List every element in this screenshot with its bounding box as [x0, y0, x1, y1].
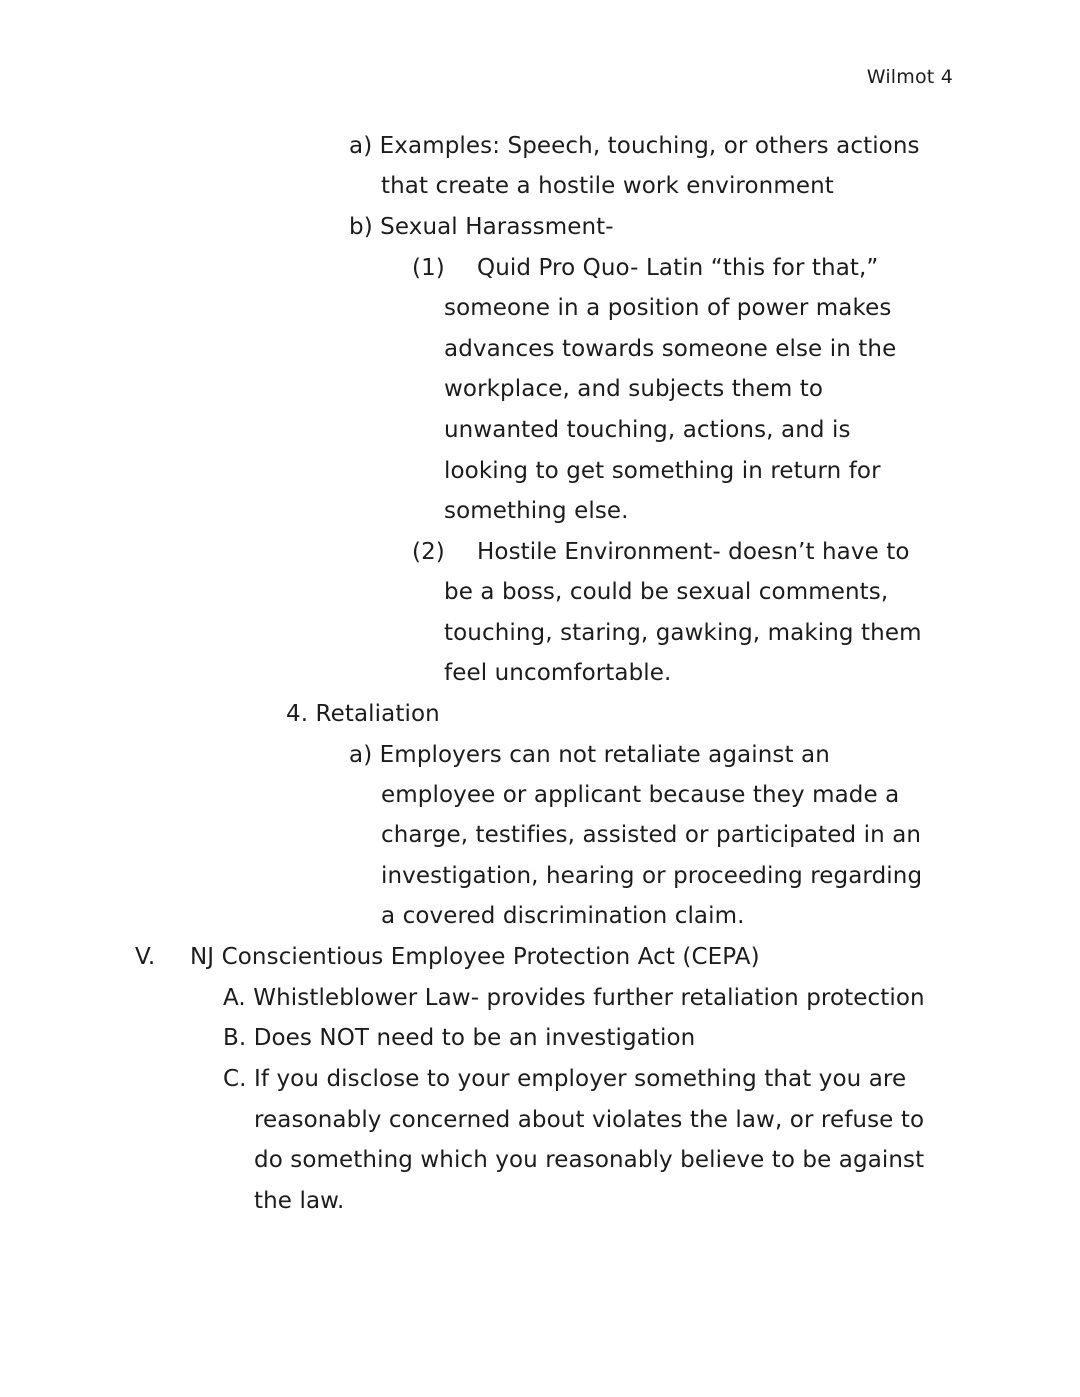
list-item-continuation: do something which you reasonably believe to be against [254, 1147, 925, 1173]
list-item-continuation: be a boss, could be sexual comments, [444, 579, 889, 605]
list-item-continuation: someone in a position of power makes [444, 295, 892, 321]
list-item-continuation: the law. [254, 1188, 345, 1214]
list-item-continuation: looking to get something in return for [444, 458, 881, 484]
list-item-continuation: something else. [444, 498, 629, 524]
section-title: NJ Conscientious Employee Protection Act (CEPA) [190, 944, 760, 970]
list-item-b-sexual-harassment: b) Sexual Harassment- [349, 214, 614, 240]
list-item-b-investigation: B. Does NOT need to be an investigation [223, 1025, 696, 1051]
list-item-hostile-environment [412, 537, 910, 567]
list-item-continuation: touching, staring, gawking, making them [444, 620, 922, 646]
list-item-a-whistleblower: A. Whistleblower Law- provides further retaliation protection [223, 985, 925, 1011]
list-item-c-disclose: C. If you disclose to your employer something that you are [223, 1066, 907, 1092]
list-item-continuation: reasonably concerned about violates the law, or refuse to [254, 1107, 925, 1133]
list-item-continuation: charge, testifies, assisted or participated in an [381, 822, 922, 848]
roman-numeral: V. [135, 944, 156, 970]
list-item-continuation: employee or applicant because they made a [381, 782, 900, 808]
list-item-a-employers: a) Employers can not retaliate against an [349, 742, 830, 768]
list-number: (1) [412, 255, 445, 281]
list-item-text: Hostile Environment- doesn’t have to [477, 539, 910, 565]
list-item-continuation: that create a hostile work environment [381, 173, 834, 199]
list-item-a-examples: a) Examples: Speech, touching, or others actions [349, 133, 920, 159]
section-heading-retaliation: 4. Retaliation [286, 701, 440, 727]
list-item-quid-pro-quo [412, 253, 879, 283]
page-header: Wilmot 4 [866, 66, 953, 88]
list-item-continuation: unwanted touching, actions, and is [444, 417, 851, 443]
list-item-continuation: advances towards someone else in the [444, 336, 897, 362]
list-item-continuation: investigation, hearing or proceeding regarding [381, 863, 923, 889]
list-number: (2) [412, 539, 445, 565]
list-item-continuation: workplace, and subjects them to [444, 376, 824, 402]
list-item-continuation: feel uncomfortable. [444, 660, 672, 686]
section-heading-cepa [135, 942, 760, 972]
list-item-text: Quid Pro Quo- Latin “this for that,” [477, 255, 879, 281]
list-item-continuation: a covered discrimination claim. [381, 903, 745, 929]
